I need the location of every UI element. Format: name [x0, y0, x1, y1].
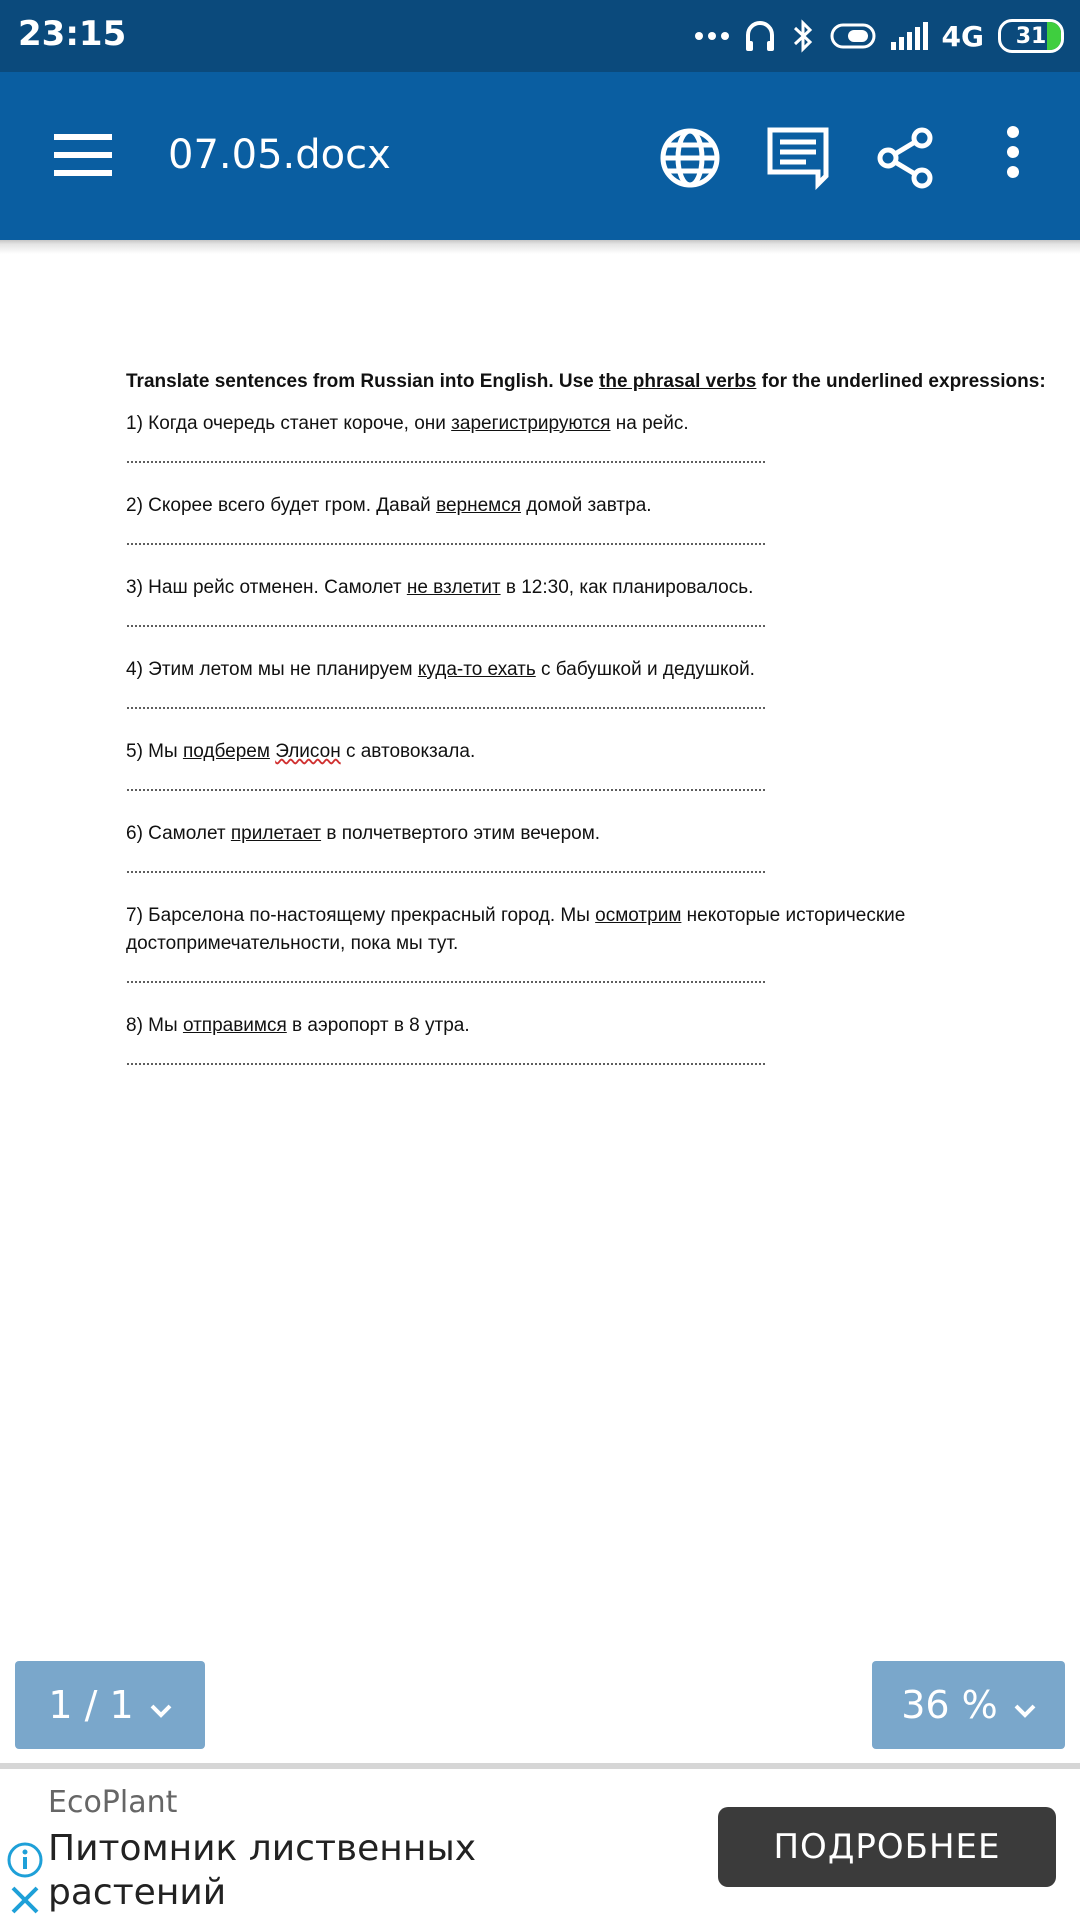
sentence-4: 4) Этим летом мы не планируем куда-то ехать с бабушкой и дедушкой.: [126, 659, 755, 680]
chevron-down-icon: [150, 1683, 172, 1727]
app-bar: [0, 72, 1080, 240]
sentence-1: 1) Когда очередь станет короче, они зарегистрируются на рейс.: [126, 413, 689, 434]
app-bar-shadow: [0, 240, 1080, 254]
battery-icon: [998, 19, 1064, 53]
answer-line: [126, 866, 766, 876]
spellcheck-word: Элисон: [275, 741, 341, 762]
page-indicator-button[interactable]: [15, 1661, 205, 1749]
document-page: [126, 368, 1056, 1094]
status-icons: [694, 16, 1064, 56]
more-dots-icon: [694, 31, 730, 41]
ad-cta-button[interactable]: ПОДРОБНЕЕ: [718, 1807, 1056, 1887]
ad-brand: EcoPlant: [48, 1785, 178, 1820]
page-indicator: 1 / 1: [48, 1683, 134, 1727]
toggle-icon: [830, 23, 876, 49]
ad-banner[interactable]: [0, 1763, 1080, 1926]
answer-line: [126, 456, 766, 466]
sentence-5: 5) Мы подберем Элисон с автовокзала.: [126, 741, 476, 762]
document-heading: Translate sentences from Russian into English. Use the phrasal verbs for the underlined expressions:: [126, 371, 1046, 392]
menu-icon[interactable]: [54, 134, 112, 181]
zoom-level-button[interactable]: [872, 1661, 1065, 1749]
zoom-level: 36 %: [901, 1683, 998, 1727]
status-time: 23:15: [18, 14, 127, 54]
share-icon[interactable]: [876, 126, 936, 195]
close-icon[interactable]: [10, 1885, 40, 1920]
chevron-down-icon: [1014, 1683, 1036, 1727]
answer-line: [126, 784, 766, 794]
answer-line: [126, 538, 766, 548]
answer-line: [126, 976, 766, 986]
document-title: 07.05.docx: [168, 132, 391, 178]
comments-icon[interactable]: [766, 126, 830, 195]
headphones-icon: [744, 19, 776, 53]
sentence-2: 2) Скорее всего будет гром. Давай вернемся домой завтра.: [126, 495, 652, 516]
bluetooth-icon: [790, 19, 816, 53]
signal-icon: [890, 22, 928, 50]
answer-line: [126, 620, 766, 630]
sentence-7: 7) Барселона по-настоящему прекрасный город. Мы осмотрим некоторые исторические достопримечательности, пока мы тут.: [126, 905, 906, 954]
status-bar: [0, 0, 1080, 72]
answer-line: [126, 1058, 766, 1068]
sentence-3: 3) Наш рейс отменен. Самолет не взлетит в 12:30, как планировалось.: [126, 577, 754, 598]
more-vert-icon[interactable]: [1003, 126, 1023, 183]
answer-line: [126, 702, 766, 712]
sentence-8: 8) Мы отправимся в аэропорт в 8 утра.: [126, 1015, 470, 1036]
network-type: 4G: [941, 19, 984, 53]
info-icon[interactable]: [6, 1841, 44, 1884]
sentence-6: 6) Самолет прилетает в полчетвертого этим вечером.: [126, 823, 601, 844]
battery-level: 31: [1015, 23, 1047, 49]
globe-icon[interactable]: [658, 126, 722, 195]
ad-text: Питомник лиственных растений: [48, 1828, 477, 1913]
